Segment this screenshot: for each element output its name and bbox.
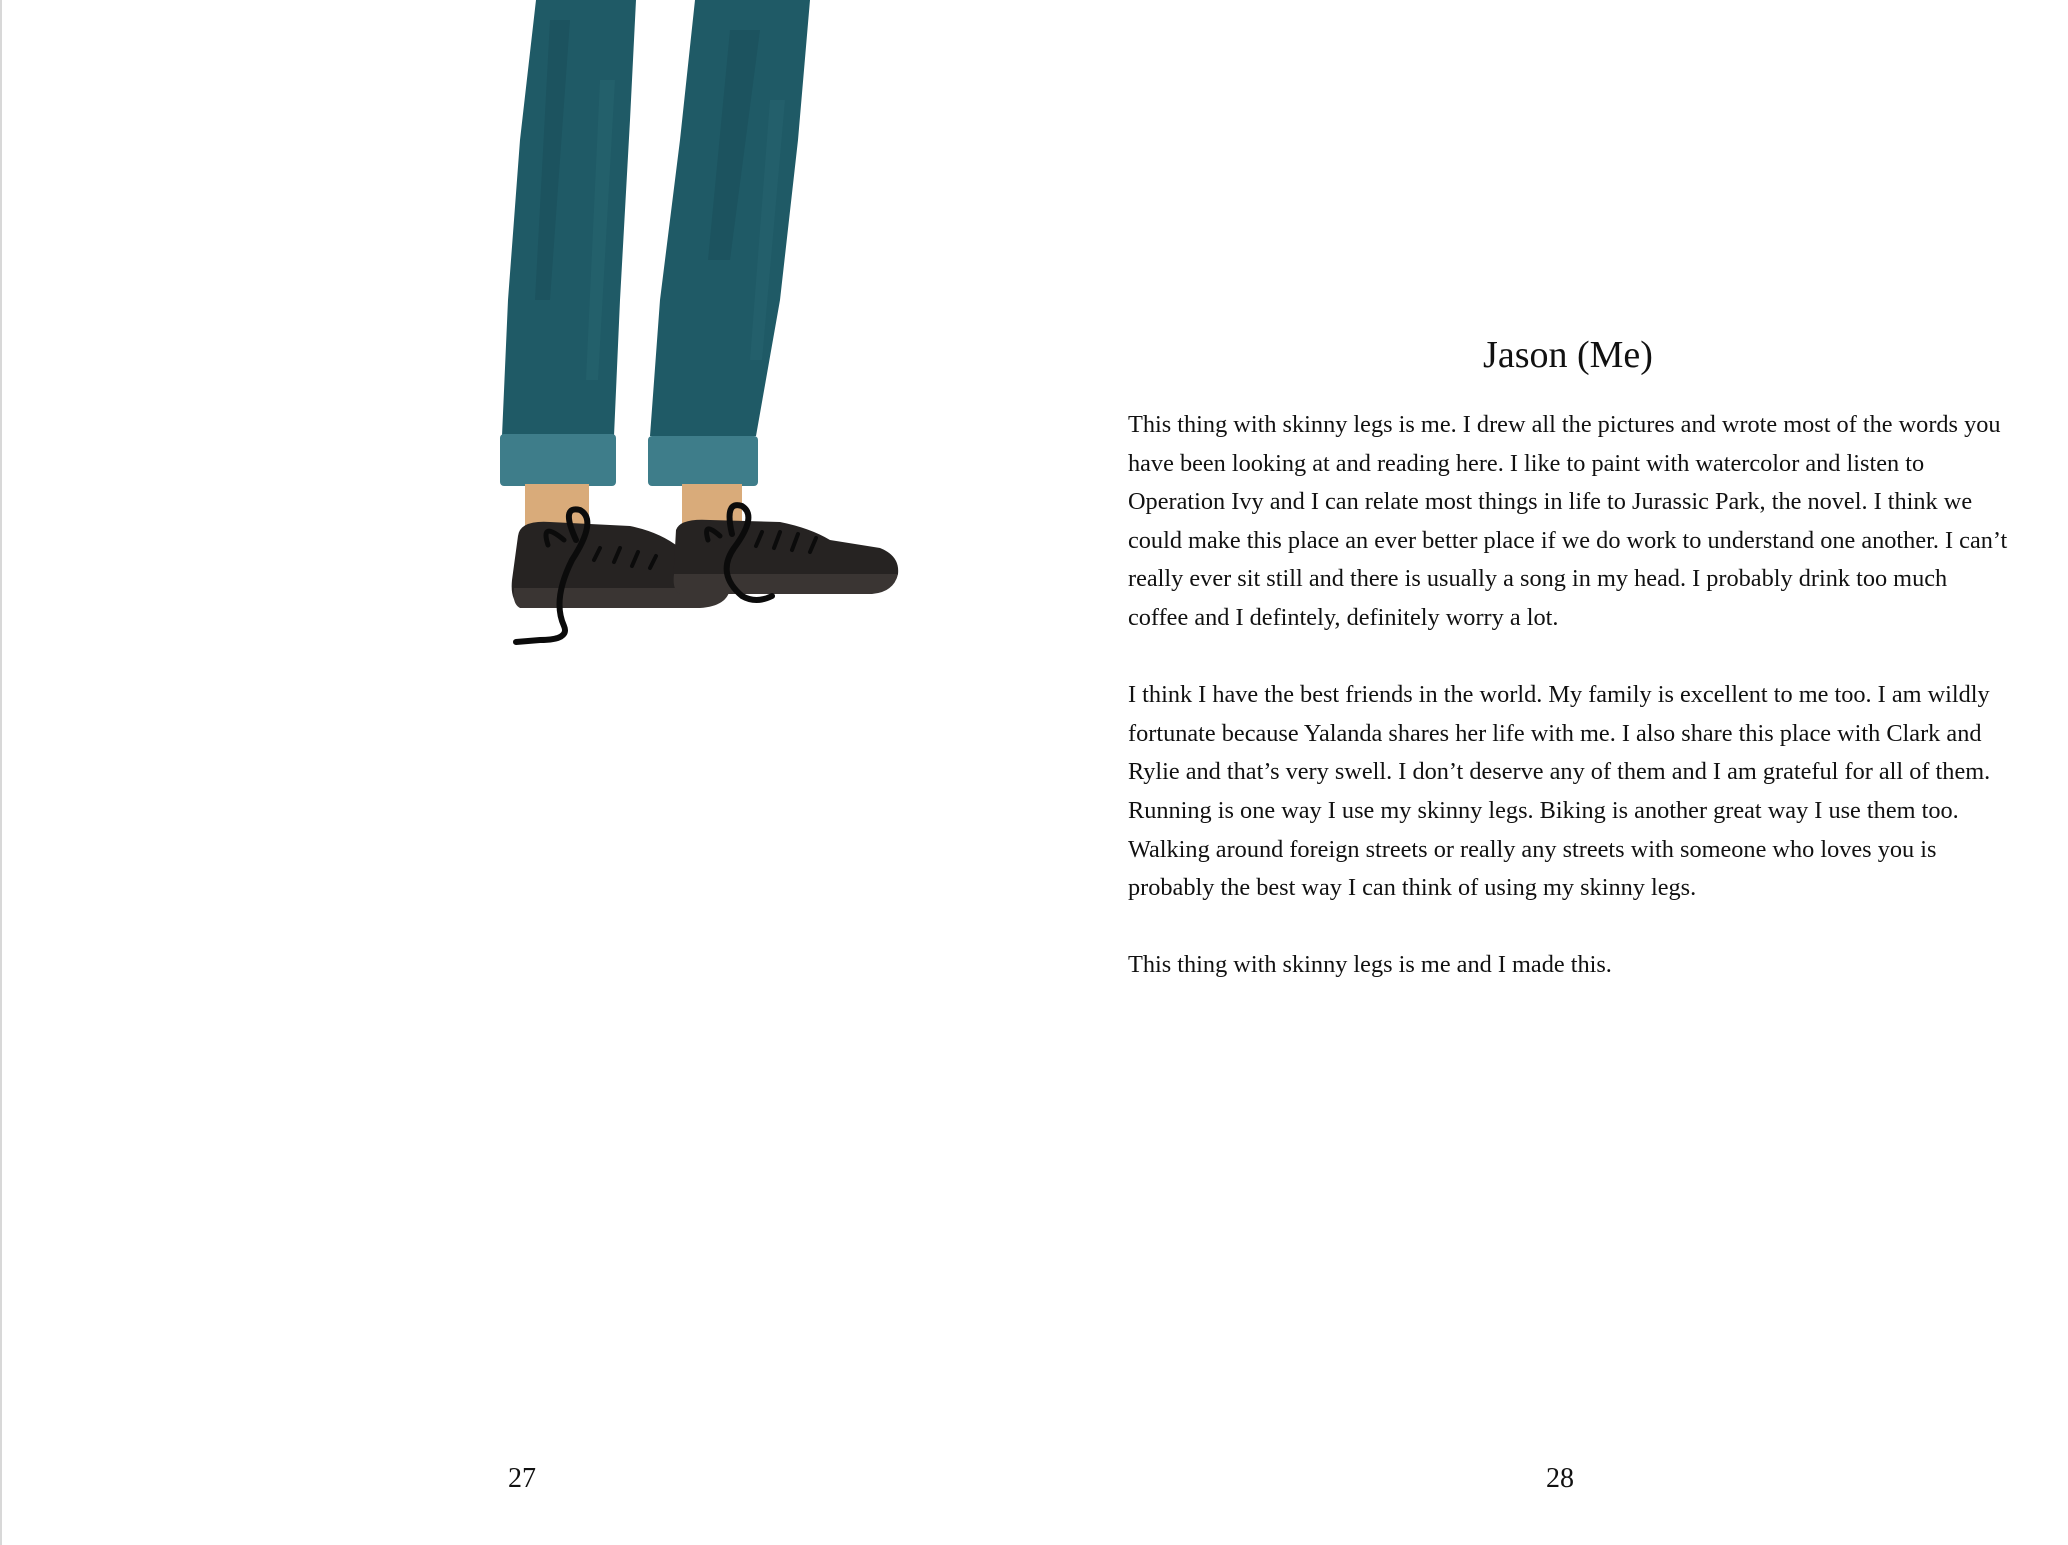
body-paragraph: This thing with skinny legs is me and I made this. <box>1128 951 1612 979</box>
body-paragraph: This thing with skinny legs is me. I drew all the pictures and wrote most of the words you have been looking at and reading here. I like to paint with watercolor and listen to Operation Ivy and I can relate most things in life to Jurassic Park, the novel. I think we could make this place an ever better place if we do work to understand one another. I can’t really ever sit still and there is usually a song in my head. I probably drink too much coffee and I defintely, definitely worry a lot. <box>1128 411 2008 631</box>
body-paragraph: I think I have the best friends in the world. My family is excellent to me too. I am wildly fortunate because Yalanda shares her life with me. I also share this place with Clark and Rylie and that’s very swell. I don’t deserve any of them and I am grateful for all of them. Running is one way I use my skinny legs. Biking is another great way I use them too. Walking around foreign streets or really any streets with someone who loves you is probably the best way I can think of using my skinny legs. <box>1128 681 1991 902</box>
chapter-title: Jason (Me) <box>1483 334 1653 376</box>
right-shoe-sole <box>674 574 898 594</box>
page-edge <box>0 0 2 1545</box>
left-jeans-leg <box>502 0 636 436</box>
page-number: 28 <box>1546 1463 1574 1494</box>
left-jeans-cuff <box>500 434 616 486</box>
skinny-legs-illustration <box>480 0 920 650</box>
text-column <box>1128 330 2008 1024</box>
right-jeans-cuff <box>648 436 758 486</box>
page-number: 27 <box>508 1463 536 1494</box>
